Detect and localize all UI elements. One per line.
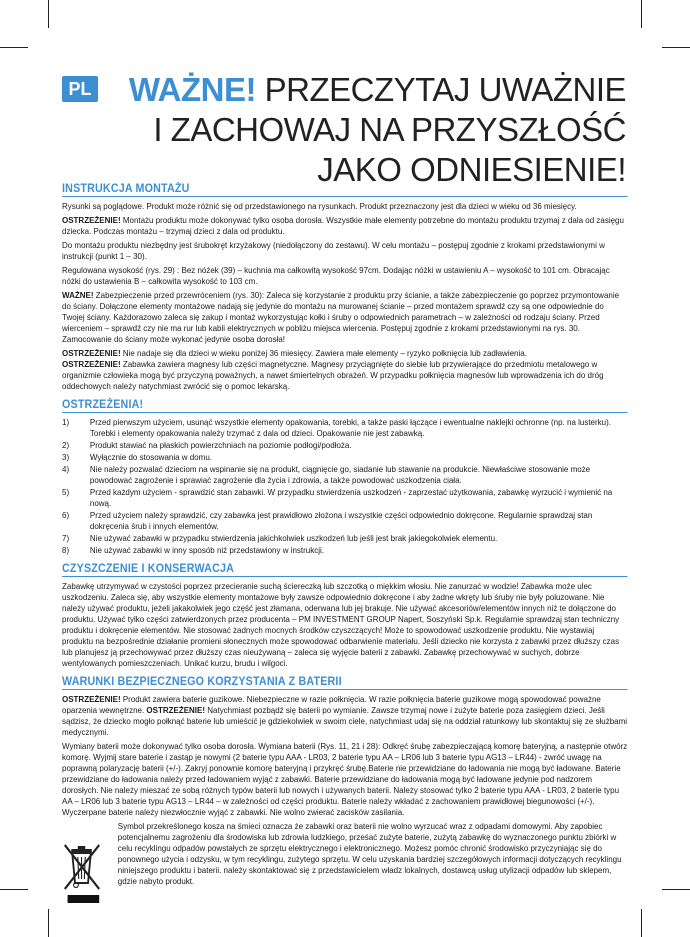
- warnings-section: [62, 400, 627, 556]
- battery-heading: WARUNKI BEZPIECZNEGO KORZYSTANIA Z BATERII: [62, 677, 627, 690]
- list-item: [62, 452, 627, 463]
- assembly-p6: [62, 348, 627, 359]
- list-item: [62, 510, 627, 532]
- list-item: [62, 533, 627, 544]
- assembly-p2-text: Montażu produktu może dokonywać tylko osoba dorosła. Wszystkie małe elementy potrzebne do montażu produktu trzymaj z dala od zasięgu dziecka. Podczas montażu – trzymaj dzieci z dala od produktu.: [62, 215, 624, 236]
- crop-mark: [0, 889, 28, 890]
- assembly-p3: Do montażu produktu niezbędny jest śrubokręt krzyżakowy (niedołączony do zestawu). W celu montażu – postępuj zgodnie z krokami przedstawionymi w instrukcji (punkt 1 – 30).: [62, 240, 605, 261]
- list-item: [62, 440, 627, 451]
- list-item: [62, 417, 627, 439]
- warning-label: OSTRZEŻENIE!: [62, 215, 121, 225]
- assembly-section: [62, 184, 627, 392]
- assembly-p5-text: Zabezpieczenie przed przewróceniem (rys. 30): Zaleca się korzystanie z produktu przy ścianie, a także zabezpieczenie go poprzez przymontowanie do ściany. Dołączone elementy montażowe nadają się jedynie do montażu na murowanej ścianie – przed montażem sprawdź czy są one odpowiednie do Twojej ściany. Każdorazowo zaleca się zakup i montaż wykorzystując kołki i śruby o odpowiednich parametrach – w zależności od rodzaju ściany. Przed wierceniem – sprawdź czy nie ma rur lub kabli elektrycznych w pobliżu miejsca wiercenia. Postępuj zgodnie z krokami przedstawionymi na rys. 30. Zamocowanie do ściany może wykonać jedynie osoba dorosła!: [62, 290, 620, 344]
- warning-label: OSTRZEŻENIE!: [146, 705, 206, 715]
- list-item: [62, 545, 627, 556]
- list-number: 1): [62, 417, 70, 427]
- cleaning-text: Zabawkę utrzymywać w czystości poprzez przecieranie suchą ściereczką lub szczotką o miękkim włosiu. Nie zanurzać w wodzie! Zabawka może ulec uszkodzeniu. Zaleca się, aby wszystkie elementy montażowe były zawsze odpowiednio dokręcone i aby żadne wkręty lub śruby nie były poluzowane. Nie należy używać produktu, jeżeli jakakolwiek jego część jest złamana, oderwana lub jej brakuje. Nie używać akcesoriów/elementów innych niż te dołączone do produktu. Używać tylko części zatwierdzonych przez producenta – PM INVESTMENT GROUP Napert, Soszyński Sp.k. Regularnie sprawdzaj stan techniczny produktu i dokręcenie elementów. Nie stosować żadnych mocnych środków czyszczących! Może to spowodować uszkodzenie produktu. Nie wystawiaj produktu na bezpośrednie działanie promieni słonecznych może spowodować odbarwienie materiału. Jeśli dziecko nie korzysta z zabawki przez dłuższy czas lub planujesz ją przechowywać przez dłuższy czas nieużywaną – zaleca się wyjęcie baterii z zabawki. Zabawkę przechowywać w suchych, dobrze wentylowanych pomieszczeniach. Unikać kurzu, brudu i wilgoci.: [62, 581, 620, 668]
- list-item: [62, 487, 627, 509]
- list-item: [62, 464, 627, 486]
- crop-mark: [662, 889, 690, 890]
- title-line1: PRZECZYTAJ UWAŻNIE: [256, 71, 626, 108]
- list-number: 2): [62, 440, 70, 450]
- assembly-p5: [62, 290, 627, 345]
- cleaning-section: [62, 564, 627, 669]
- assembly-p7-text: Zabawka zawiera magnesy lub części magnetyczne. Magnesy przyciągnięte do siebie lub przywierające do przedmiotu metalowego w organizmie człowieka mogą być przyczyną poważnych, a nawet śmiertelnych obrażeń. W przypadku połknięcia magnesów lub wprowadzenia ich do dróg oddechowych należy natychmiast zwrócić się o pomoc lekarską.: [62, 359, 604, 391]
- assembly-p7: [62, 359, 627, 392]
- important-label: WAŻNE!: [62, 290, 94, 300]
- document-body: [62, 184, 627, 890]
- battery-p1b: Natychmiast pozbądź się baterii po wymianie. Zawsze trzymaj nowe i zużyte baterie poza zasięgiem dzieci. Jeśli sądzisz, że dziecko mogło połknąć baterie lub umieścić je gdziekolwiek w swoim ciele, natychmiast udaj się na oddział ratunkowy lub skontaktuj się ze służbami medycznymi.: [62, 705, 628, 737]
- recycling-block: [62, 821, 627, 887]
- title-line3: JAKO ODNIESIENIE!: [317, 151, 626, 188]
- list-number: 3): [62, 452, 70, 462]
- crop-mark: [0, 47, 28, 48]
- battery-p1a: Produkt zawiera baterie guzikowe. Niebezpieczne w razie połknięcia. W razie połknięcia baterie guzikowe mogą spowodować poważne oparzenia wewnętrzne.: [62, 694, 601, 715]
- list-text: Nie używać zabawki w przypadku stwierdzenia jakichkolwiek uszkodzeń lub jeśli jest brak jakiegokolwiek elementu.: [89, 533, 498, 543]
- warning-label: OSTRZEŻENIE!: [62, 694, 121, 704]
- battery-p3: Symbol przekreślonego kosza na śmieci oznacza że zabawki oraz baterii nie wolno wyrzucać wraz z odpadami domowymi. Aby zapobiec potencjalnemu zagrożeniu dla środowiska lub zdrowia ludzkiego, prześać zużyte baterie, zużytą zabawkę do wyznaczonego punktu zbiórki w celu recyklingu odpadów powstałych ze sprzętu elektrycznego i elektronicznego. Możesz pomóc chronić środowisko przyczyniając się do ponownego użycia i odzysku, w tym recyklingu, zużytego sprzętu. W celu uzyskania bardziej szczegółowych informacji dotyczących recyklingu niniejszego produktu i baterii. należy skontaktować się z przedstawicielem władz lokalnych, dostawcą usług utylizacji odpadów lub sklepem, gdzie nabyto produkt.: [117, 821, 622, 886]
- list-text: Nie należy pozwalać dzieciom na wspinanie się na produkt, ciągnięcie go, siadanie lub stawanie na produkcie. Niewłaściwe stosowanie może powodować zagrożenie i sprawiać zagrożenie dla życia i zdrowia, a także powodować uszkodzenia ciała.: [89, 464, 591, 485]
- assembly-p6-text: Nie nadaje się dla dzieci w wieku poniżej 36 miesięcy. Zawiera małe elementy – ryzyko połknięcia lub zadławienia.: [120, 348, 527, 358]
- list-text: Produkt stawiać na płaskich powierzchniach na poziomie podłogi/podłoża.: [89, 440, 352, 450]
- title-accent: WAŻNE!: [128, 71, 256, 108]
- warning-label: OSTRZEŻENIE!: [62, 348, 121, 358]
- title-line2: I ZACHOWAJ NA PRZYSZŁOŚĆ: [153, 111, 626, 148]
- assembly-p1: Rysunki są poglądowe. Produkt może różnić się od przedstawionego na rysunkach. Produkt przeznaczony jest dla dzieci w wieku od 36 miesięcy.: [62, 201, 577, 211]
- crop-mark: [641, 909, 642, 937]
- assembly-heading: INSTRUKCJA MONTAŻU: [62, 184, 627, 197]
- crossed-bin-icon: [62, 843, 105, 905]
- battery-section: [62, 677, 627, 887]
- crop-mark: [48, 0, 49, 28]
- list-text: Przed każdym użyciem - sprawdzić stan zabawki. W przypadku stwierdzenia uszkodzeń - zaprzestać użytkowania, zabawkę wyrzucić i wymienić na nową.: [89, 487, 613, 508]
- list-number: 8): [62, 545, 70, 555]
- warnings-list: [62, 417, 627, 556]
- list-text: Przed pierwszym użyciem, usunąć wszystkie elementy opakowania, torebki, a także paski łączące i ewentualne naklejki ochronne (np. na lusterku). Torebki i elementy opakowania należy trzymać z dala od dzieci. Opakowanie nie jest zabawką.: [89, 417, 611, 438]
- battery-p1: [62, 694, 627, 738]
- list-text: Przed użyciem należy sprawdzić, czy zabawka jest prawidłowo złożona i wszystkie części odpowiednio dokręcone. Regularnie sprawdzaj stan dokręcenia śrub i innych elementów.: [89, 510, 593, 531]
- crop-mark: [662, 47, 690, 48]
- list-number: 4): [62, 464, 70, 474]
- list-text: Wyłącznie do stosowania w domu.: [89, 452, 212, 462]
- list-number: 5): [62, 487, 70, 497]
- warning-label: OSTRZEŻENIE!: [62, 359, 121, 369]
- list-text: Nie używać zabawki w inny sposób niż przedstawiony w instrukcji.: [89, 545, 324, 555]
- assembly-p2: [62, 215, 627, 237]
- list-number: 7): [62, 533, 70, 543]
- crop-mark: [48, 909, 49, 937]
- language-badge: PL: [62, 76, 98, 102]
- list-number: 6): [62, 510, 70, 520]
- page-title: [129, 70, 626, 190]
- warnings-heading: OSTRZEŻENIA!: [62, 400, 627, 413]
- assembly-p4: Regulowana wysokość (rys. 29) : Bez nóżek (39) – kuchnia ma całkowitą wysokość 97cm. Dodając nóżki w ustawieniu A – wysokość to 101 cm. Obracając nóżki do ustawienia B – całkowita wysokość to 103 cm.: [62, 265, 610, 286]
- crop-mark: [641, 0, 642, 28]
- battery-p2: Wymiany baterii może dokonywać tylko osoba dorosła. Wymiana baterii (Rys. 11, 21 i 28): Odkręć śrubę zabezpieczającą komorę bateryjną, a następnie otwórz komorę. Wyjmij stare baterie i zastąp je nowymi (2 baterie typu AAA - LR03, 2 baterie typu AA – LR06 lub 3 baterie typu AG13 – LR44) - zwróć uwagę na poprawną polaryzację baterii (+/-). Zakryj ponownie komorę bateryjną i przykręć śrubę.Baterie nie przewidziane do ładowania nie mogą być ładowane. Baterie przewidziane do ładowania należy przed ładowaniem wyjąć z zabawki. Baterie przewidziane do ładowania mogą być ładowane jedynie pod nadzorem dorosłych. Nie należy mieszać ze sobą różnych typów baterii lub nowych i używanych baterii. Należy stosować tylko 2 baterie typu AAA - LR03, 2 baterie typu AA – LR06 lub 3 baterie typu AG13 – LR44 – w zależności od części produktu. Baterie należy wkładać z zachowaniem prawidłowej biegunowości (+/-). Wyczerpane baterie należy niezwłocznie wyjąć z zabawki. Nie wolno zwierać zacisków zasilania.: [62, 741, 628, 817]
- cleaning-heading: CZYSZCZENIE I KONSERWACJA: [62, 564, 627, 577]
